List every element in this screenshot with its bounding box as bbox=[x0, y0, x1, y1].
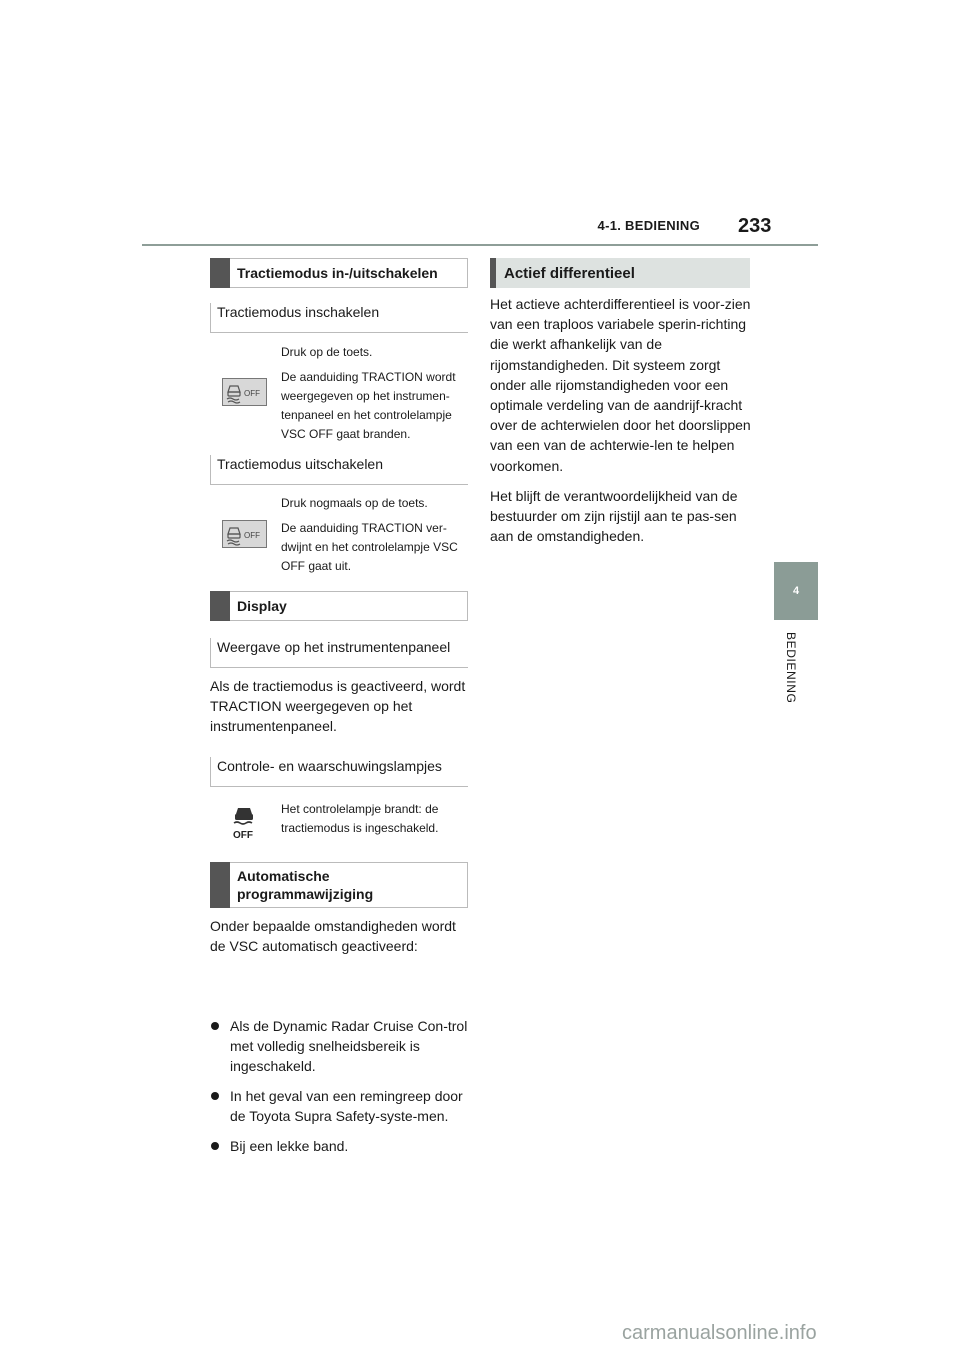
lamp-icon-label: OFF bbox=[233, 830, 253, 840]
section-title: Tractiemodus in-/uitschakelen bbox=[237, 265, 438, 281]
button-icon-label: OFF bbox=[244, 389, 260, 398]
page-number: 233 bbox=[738, 215, 772, 237]
vsc-off-button-icon bbox=[222, 520, 267, 548]
list-item: In het geval van een remingreep door de Toyota Supra Safety-syste-men. bbox=[210, 1086, 470, 1126]
section-header-display bbox=[210, 591, 468, 621]
section-title: Automatische programmawijziging bbox=[237, 868, 374, 902]
vsc-off-warning-lamp-icon bbox=[230, 804, 258, 840]
section-title: Actief differentieel bbox=[504, 264, 635, 282]
instruction-text: De aanduiding TRACTION wordt weergegeven op het instrumen-tenpaneel en het controlelampje VSC OFF gaat branden. bbox=[281, 370, 456, 441]
lamp-text: Het controlelampje brandt: de tractiemodus is ingeschakeld. bbox=[281, 802, 439, 835]
body-text: Het blijft de verantwoordelijkheid van de bestuurder om zijn rijstijl aan te pas-sen aan de omstandigheden. bbox=[490, 487, 738, 545]
auto-program-bullet-list bbox=[210, 1016, 470, 1166]
traction-off-instructions bbox=[281, 494, 467, 582]
body-text: Als de tractiemodus is geactiveerd, wordt TRACTION weergegeven op het instrumentenpaneel. bbox=[210, 678, 466, 734]
traction-on-instructions bbox=[281, 343, 467, 450]
body-text: Het actieve achterdifferentieel is voor-zien van een traploos variabele sperin-richting die werkt afhankelijk van de rijomstandigheden. Dit systeem zorgt onder alle rijomstandigheden voor een optimale verdeling van de aandrijf-kracht over de achterwielen door het doorslippen van een van de achterwie-len te helpen voorkomen. bbox=[490, 296, 751, 474]
list-item: Als de Dynamic Radar Cruise Con-trol met volledig snelheidsbereik is ingeschakeld. bbox=[210, 1016, 470, 1076]
section-bar bbox=[490, 258, 496, 288]
active-differential-text bbox=[490, 294, 752, 546]
watermark: carmanualsonline.info bbox=[622, 1322, 817, 1344]
vsc-off-button-icon bbox=[222, 378, 267, 406]
section-title: Display bbox=[237, 598, 287, 614]
header-section-title: 4-1. BEDIENING bbox=[597, 218, 700, 233]
instruction-text: Druk op de toets. bbox=[281, 345, 373, 359]
section-header-active-differential bbox=[490, 258, 750, 288]
chapter-tab: 4 bbox=[774, 562, 818, 620]
bullet-icon bbox=[211, 1142, 219, 1150]
section-bar bbox=[210, 591, 230, 621]
section-header-traction-mode bbox=[210, 258, 468, 288]
subheader-traction-off: Tractiemodus uitschakelen bbox=[210, 455, 468, 485]
instruction-text: De aanduiding TRACTION ver-dwijnt en het controlelampje VSC OFF gaat uit. bbox=[281, 521, 458, 573]
warning-lamp-description bbox=[281, 800, 467, 844]
header-divider bbox=[142, 244, 818, 246]
subheader-instrument-display: Weergave op het instrumentenpaneel bbox=[210, 638, 468, 668]
section-bar bbox=[210, 258, 230, 288]
section-bar bbox=[210, 862, 230, 908]
auto-program-intro bbox=[210, 916, 472, 956]
list-item: Bij een lekke band. bbox=[210, 1136, 470, 1156]
display-description bbox=[210, 676, 470, 736]
chapter-tab-label: BEDIENING bbox=[784, 632, 798, 704]
bullet-icon bbox=[211, 1022, 219, 1030]
instruction-text: Druk nogmaals op de toets. bbox=[281, 496, 428, 510]
section-header-auto-program bbox=[210, 862, 468, 908]
subheader-warning-lamps: Controle- en waarschuwingslampjes bbox=[210, 757, 468, 787]
body-text: Onder bepaalde omstandigheden wordt de VSC automatisch geactiveerd: bbox=[210, 918, 456, 954]
button-icon-label: OFF bbox=[244, 531, 260, 540]
bullet-icon bbox=[211, 1092, 219, 1100]
subheader-traction-on: Tractiemodus inschakelen bbox=[210, 303, 468, 333]
